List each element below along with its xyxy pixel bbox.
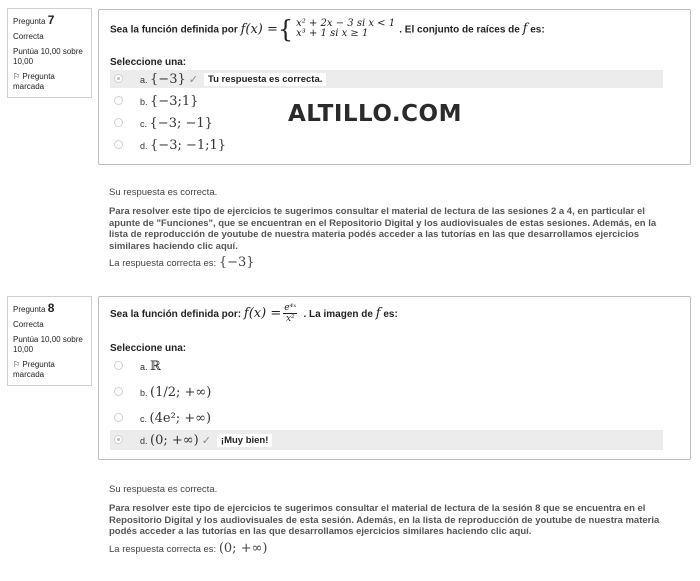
feedback-8 — [109, 484, 669, 556]
option-feedback: ¡Muy bien! — [217, 434, 273, 447]
check-icon: ✓ — [201, 435, 211, 447]
watermark-logo: ALTILLO.COM — [288, 101, 462, 127]
radio-icon[interactable] — [114, 413, 123, 422]
option-d[interactable]: d. {−3; −1;1} — [110, 136, 663, 154]
select-one-label: Seleccione una: — [110, 343, 187, 354]
option-d[interactable]: d. (0; +∞) ✓ ¡Muy bien! — [110, 430, 663, 450]
flag-question-link[interactable] — [13, 72, 86, 92]
flag-icon: ⚐ — [13, 360, 21, 369]
flag-question-link[interactable] — [13, 360, 86, 380]
option-b[interactable]: b. {−3;1} — [110, 92, 663, 110]
result-text: Su respuesta es correcta. — [109, 484, 218, 495]
option-feedback: Tu respuesta es correcta. — [204, 73, 326, 86]
flag-label: Pregunta marcada — [13, 360, 55, 379]
option-c[interactable]: c. (4e²; +∞) — [110, 409, 663, 427]
piece-1: x² + 2x − 3 si x < 1 — [296, 18, 396, 29]
question-number-value: 7 — [47, 13, 55, 27]
function-definition: f(x) ={ x² + 2x − 3 si x < 1 x³ + 1 si x ≥ 1 — [240, 15, 396, 43]
radio-icon[interactable] — [114, 361, 123, 370]
radio-icon[interactable] — [114, 118, 123, 127]
correct-answer: La respuesta correcta es: {−3} — [109, 255, 255, 270]
question-number-value: 8 — [47, 301, 55, 315]
question-info-7 — [7, 8, 92, 98]
explanation-text: Para resolver este tipo de ejercicios te sugerimos consultar el material de lectura de las sesiones 2 a 4, en particular el apunte de "Funciones", que se encuentran en el Repositorio Digital y los audiovisuales de estas sesiones. Además, en la lista de reproducción de youtube de nuestra materia podés acceder a las tutorías en las que desarrollamos ejercicios similares haciendo clic aquí. — [109, 206, 657, 252]
question-status: Correcta — [13, 320, 44, 329]
question-score: Puntúa 10,00 sobre 10,00 — [13, 47, 83, 66]
function-definition: f(x) = $\frac{\text{e⁴ˣ}}{\text{x²}}$ — [243, 303, 297, 324]
question-score: Puntúa 10,00 sobre 10,00 — [13, 335, 83, 354]
question-text: Sea la función definida por: f(x) = $\frac{\text{e⁴ˣ}}{\text{x²}}$ . La imagen de f es: — [110, 303, 398, 324]
radio-icon[interactable] — [114, 387, 123, 396]
question-number: Pregunta 7 — [13, 13, 55, 27]
question-info-8 — [7, 296, 92, 386]
radio-icon[interactable] — [114, 435, 123, 444]
option-a[interactable]: a. {−3} ✓ Tu respuesta es correcta. — [110, 70, 663, 88]
radio-icon[interactable] — [114, 96, 123, 105]
option-b[interactable]: b. (1/2; +∞) — [110, 381, 663, 403]
option-a[interactable]: a. ℝ — [110, 357, 663, 375]
radio-icon[interactable] — [114, 140, 123, 149]
flag-label: Pregunta marcada — [13, 72, 55, 91]
question-box-8 — [98, 296, 691, 460]
radio-icon[interactable] — [114, 74, 123, 83]
flag-icon: ⚐ — [13, 72, 21, 81]
question-text: Sea la función definida por f(x) ={ x² + 2x − 3 si x < 1 x³ + 1 si x ≥ 1 . El conjunto de raíces de f es: — [110, 15, 545, 43]
question-number: Pregunta 8 — [13, 301, 55, 315]
question-status: Correcta — [13, 32, 44, 41]
question-box-7 — [98, 9, 691, 165]
explanation-text: Para resolver este tipo de ejercicios te sugerimos consultar el material de lectura de la sesión 8 que se encuentra en el Repositorio Digital y los audiovisuales de esta sesión. Además, en la lista de reproducción de youtube de nuestra materia podés acceder a las tutorías en las que desarrollamos ejercicios similares haciendo clic aquí. — [109, 503, 660, 537]
feedback-7 — [109, 187, 669, 270]
fraction-denominator: x² — [285, 314, 295, 324]
option-c[interactable]: c. {−3; −1} — [110, 114, 663, 132]
select-one-label: Seleccione una: — [110, 57, 187, 68]
result-text: Su respuesta es correcta. — [109, 187, 218, 198]
fraction-numerator: e⁴ˣ — [284, 303, 297, 313]
piece-2: x³ + 1 si x ≥ 1 — [296, 28, 369, 39]
correct-answer: La respuesta correcta es: (0; +∞) — [109, 540, 268, 556]
check-icon: ✓ — [188, 74, 198, 86]
